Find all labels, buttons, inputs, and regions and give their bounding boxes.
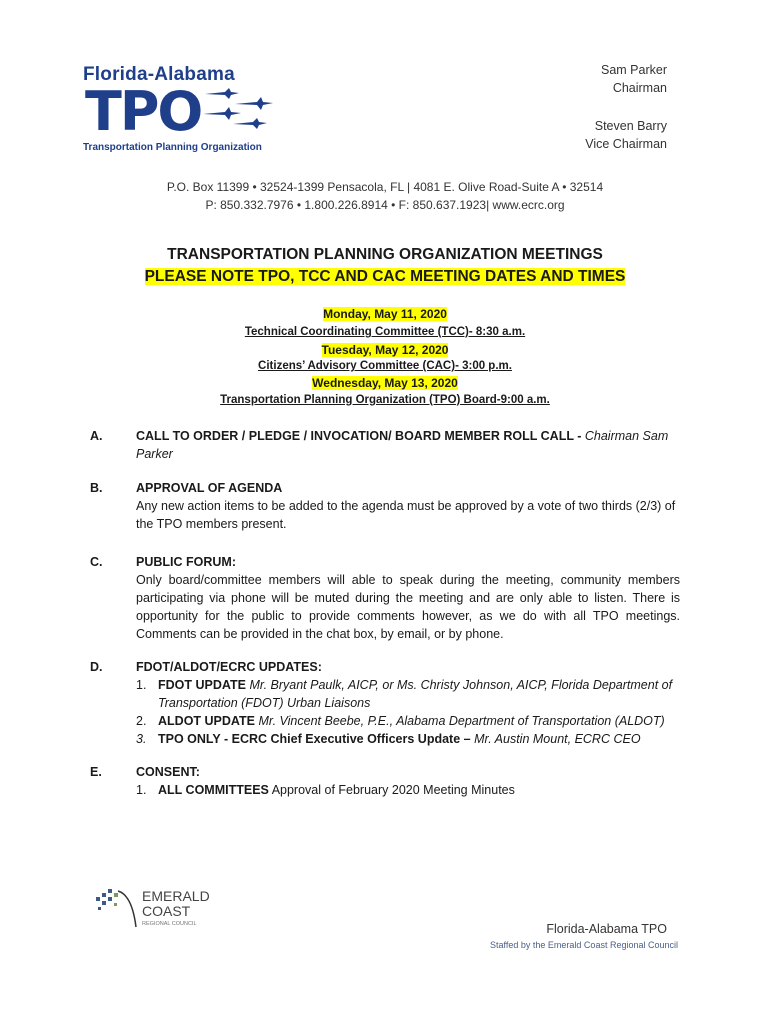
sub-item-number: 1.: [136, 678, 147, 692]
sub-item-heading: ALL COMMITTEES: [158, 783, 269, 797]
agenda-item-approval: [136, 479, 680, 533]
footer-org: Florida-Alabama TPO: [546, 922, 667, 936]
agenda-item-public-forum: [136, 553, 680, 643]
item-letter: E.: [90, 765, 102, 779]
item-letter: B.: [90, 481, 103, 495]
item-letter: D.: [90, 660, 103, 674]
sub-item: [136, 676, 680, 712]
date-text: Tuesday, May 12, 2020: [321, 343, 449, 357]
sub-item-number: 1.: [136, 783, 147, 797]
sub-item-presenter: Mr. Vincent Beebe, P.E., Alabama Department of Transportation (ALDOT): [258, 714, 665, 728]
agenda-item-consent: [136, 763, 680, 799]
meeting-date: [0, 307, 770, 321]
item-heading: CONSENT:: [136, 765, 200, 779]
sub-item-presenter: Mr. Austin Mount, ECRC CEO: [474, 732, 641, 746]
footer-staffed: Staffed by the Emerald Coast Regional Council: [490, 940, 678, 950]
ecrc-line2: COAST: [142, 903, 191, 919]
chair-title: Chairman: [612, 81, 667, 95]
meeting-name: Citizens’ Advisory Committee (CAC)- 3:00 p.m.: [258, 360, 512, 372]
item-body: Any new action items to be added to the agenda must be approved by a vote of two thirds (2/3) of the TPO members present.: [136, 499, 676, 531]
agenda-item-call-to-order: [136, 427, 680, 463]
ecrc-line3: REGIONAL COUNCIL: [142, 921, 197, 927]
item-letter: C.: [90, 555, 103, 569]
item-heading: CALL TO ORDER / PLEDGE / INVOCATION/ BOARD MEMBER ROLL CALL -: [136, 429, 582, 443]
logo-org-name: Florida-Alabama: [83, 64, 235, 85]
sub-item-presenter: Mr. Bryant Paulk, AICP, or Ms. Christy Johnson, AICP, Florida Department of Transportation (FDOT) Urban Liaisons: [158, 678, 673, 710]
meeting-date: [0, 376, 770, 390]
address-block: [0, 178, 770, 214]
item-body: Only board/committee members will able to speak during the meeting, community members participating via phone will be muted during the meeting and are only able to listen. There is opportunity for the public to provide comments however, as we do with all TPO meetings. Comments can be provided in the chat box, by email, or by phone.: [136, 573, 680, 641]
chair-name: Sam Parker: [601, 63, 667, 77]
sub-item-heading: TPO ONLY - ECRC Chief Executive Officers Update –: [158, 732, 471, 746]
contact-line: P: 850.332.7976 • 1.800.226.8914 • F: 850.637.1923| www.ecrc.org: [205, 198, 565, 212]
sub-item-text: Approval of February 2020 Meeting Minutes: [271, 783, 515, 797]
ecrc-logo: [96, 887, 226, 933]
logo-tpo: TPO: [85, 80, 202, 143]
sub-item: [136, 781, 680, 799]
notice-text: PLEASE NOTE TPO, TCC AND CAC MEETING DATES AND TIMES: [144, 268, 626, 285]
page-title: TRANSPORTATION PLANNING ORGANIZATION MEETINGS: [167, 246, 603, 263]
sub-item-heading: ALDOT UPDATE: [158, 714, 255, 728]
item-letter: A.: [90, 429, 103, 443]
sub-item: [136, 712, 680, 730]
item-heading: PUBLIC FORUM:: [136, 555, 236, 569]
sub-item-number: 3.: [136, 732, 147, 746]
meeting-name: Transportation Planning Organization (TPO) Board-9:00 a.m.: [220, 394, 550, 406]
item-heading: APPROVAL OF AGENDA: [136, 481, 283, 495]
notice-title: [0, 268, 770, 286]
ecrc-line1: EMERALD: [142, 888, 210, 904]
sub-item-heading: FDOT UPDATE: [158, 678, 246, 692]
item-heading: FDOT/ALDOT/ECRC UPDATES:: [136, 660, 322, 674]
date-text: Wednesday, May 13, 2020: [312, 376, 458, 390]
sub-item-number: 2.: [136, 714, 147, 728]
logo-subtitle: Transportation Planning Organization: [83, 142, 262, 153]
item-presenter: Chairman Sam Parker: [136, 429, 669, 461]
address-line: P.O. Box 11399 • 32524-1399 Pensacola, FL | 4081 E. Olive Road-Suite A • 32514: [166, 180, 604, 194]
meeting-name: Technical Coordinating Committee (TCC)- 8:30 a.m.: [244, 326, 526, 338]
vice-title: Vice Chairman: [585, 137, 667, 151]
sub-item: [136, 730, 680, 748]
agenda-item-updates: [136, 658, 680, 748]
meeting-date: [0, 343, 770, 357]
vice-name: Steven Barry: [594, 119, 667, 133]
jets-icon: [195, 84, 280, 134]
date-text: Monday, May 11, 2020: [323, 307, 447, 321]
